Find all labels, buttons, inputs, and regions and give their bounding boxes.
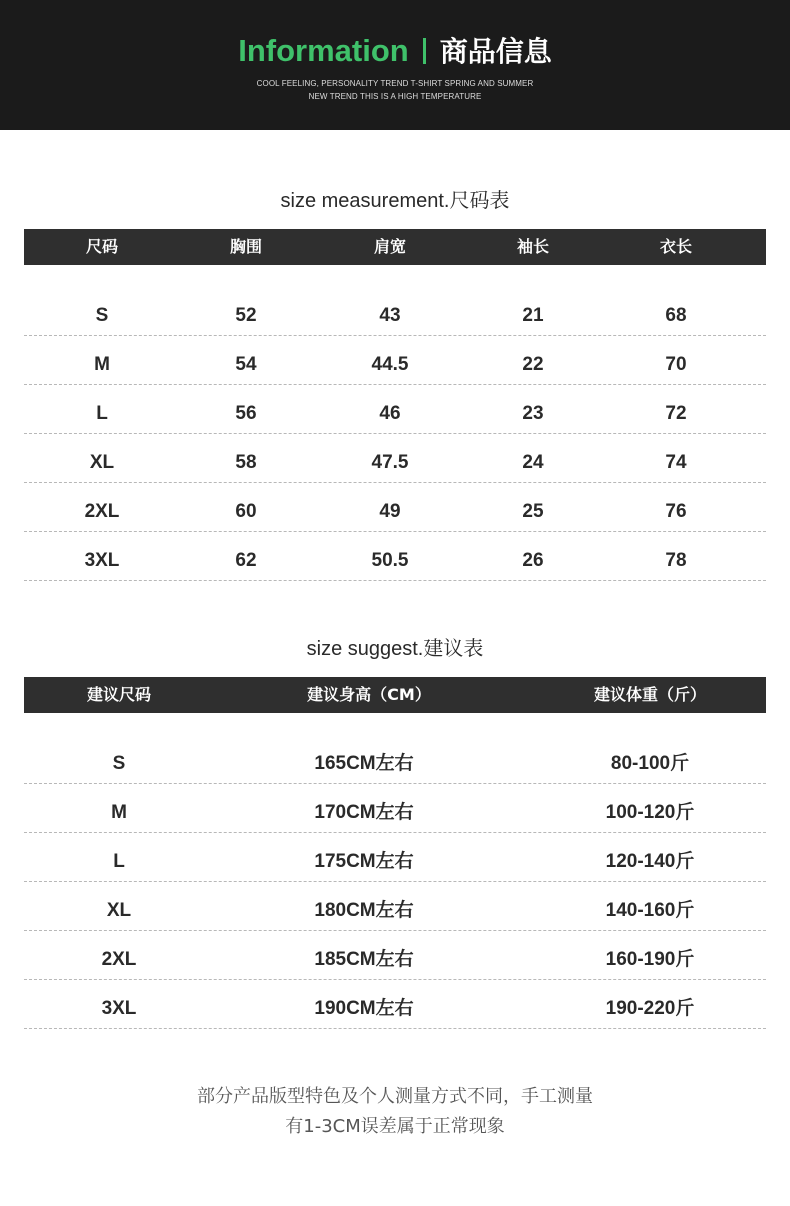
table-cell: 185CM左右 [314,949,414,970]
table-cell: 120-140斤 [605,851,695,872]
table-cell: 23 [522,403,544,424]
table-cell: S [112,753,126,774]
suggest-title: size suggest.建议表 [306,638,484,660]
table-cell: M [111,802,127,823]
suggest-header-cell: 建议体重（斤） [593,685,707,704]
table-cell: 80-100斤 [610,753,690,774]
table-cell: 43 [379,305,401,326]
table-cell: 52 [235,305,257,326]
measurement-title: size measurement.尺码表 [280,190,510,212]
table-cell: 26 [522,550,544,571]
table-cell: 74 [665,452,687,473]
table-row [24,783,766,833]
measurement-header-cell: 胸围 [229,237,263,256]
title-chinese: 商品信息 [439,35,552,68]
table-cell: M [94,354,110,375]
table-row [24,832,766,882]
table-row [24,384,766,434]
table-cell: S [95,305,109,326]
table-cell: 190CM左右 [314,998,414,1019]
title-english: Information [238,33,409,68]
table-cell: 2XL [101,949,137,970]
table-cell: 58 [235,452,257,473]
table-cell: 190-220斤 [605,998,695,1019]
table-row [24,531,766,581]
header-subtitle-line1: COOL FEELING, PERSONALITY TREND T-SHIRT SPRING AND SUMMER [256,79,534,88]
table-cell: 170CM左右 [314,802,414,823]
table-cell: 24 [522,452,544,473]
table-cell: 72 [665,403,687,424]
table-cell: 25 [522,501,544,522]
suggest-table-header [24,677,766,713]
table-cell: 50.5 [371,550,409,571]
table-row [24,881,766,931]
table-cell: 165CM左右 [314,753,414,774]
table-cell: 46 [379,403,401,424]
table-cell: 3XL [101,998,137,1019]
table-cell: 76 [665,501,687,522]
table-cell: 175CM左右 [314,851,414,872]
table-cell: 70 [665,354,687,375]
table-cell: 49 [379,501,401,522]
table-cell: 2XL [84,501,120,522]
table-cell: 100-120斤 [605,802,695,823]
table-cell: XL [89,452,115,473]
table-cell: 44.5 [371,354,409,375]
suggest-header-cell: 建议尺码 [86,685,152,704]
table-row [24,286,766,336]
title-divider [423,38,426,64]
table-row [24,482,766,532]
table-cell: XL [106,900,132,921]
note-line2: 有1-3CM误差属于正常现象 [285,1116,505,1137]
table-cell: 47.5 [371,452,409,473]
header-subtitle-line2: NEW TREND THIS IS A HIGH TEMPERATURE [308,92,482,101]
table-cell: 78 [665,550,687,571]
table-cell: 54 [235,354,257,375]
suggest-header-cell: 建议身高（CM） [307,685,431,704]
table-cell: 160-190斤 [605,949,695,970]
table-row [24,433,766,483]
table-cell: 60 [235,501,257,522]
table-cell: 140-160斤 [605,900,695,921]
table-row [24,979,766,1029]
table-cell: 3XL [84,550,120,571]
table-cell: L [96,403,108,424]
table-row [24,930,766,980]
measurement-header-cell: 袖长 [516,237,550,256]
header-title [0,30,790,70]
note-line1: 部分产品版型特色及个人测量方式不同，手工测量 [197,1086,593,1107]
measurement-header-cell: 衣长 [659,237,693,256]
table-cell: 62 [235,550,257,571]
table-row [24,734,766,784]
table-cell: 22 [522,354,544,375]
table-cell: 56 [235,403,257,424]
table-cell: 180CM左右 [314,900,414,921]
table-cell: L [113,851,125,872]
table-row [24,335,766,385]
measurement-header-cell: 尺码 [85,237,119,256]
table-cell: 21 [522,305,544,326]
table-cell: 68 [665,305,687,326]
measurement-header-cell: 肩宽 [373,237,407,256]
measurement-table-header [24,229,766,265]
header-banner [0,0,790,130]
